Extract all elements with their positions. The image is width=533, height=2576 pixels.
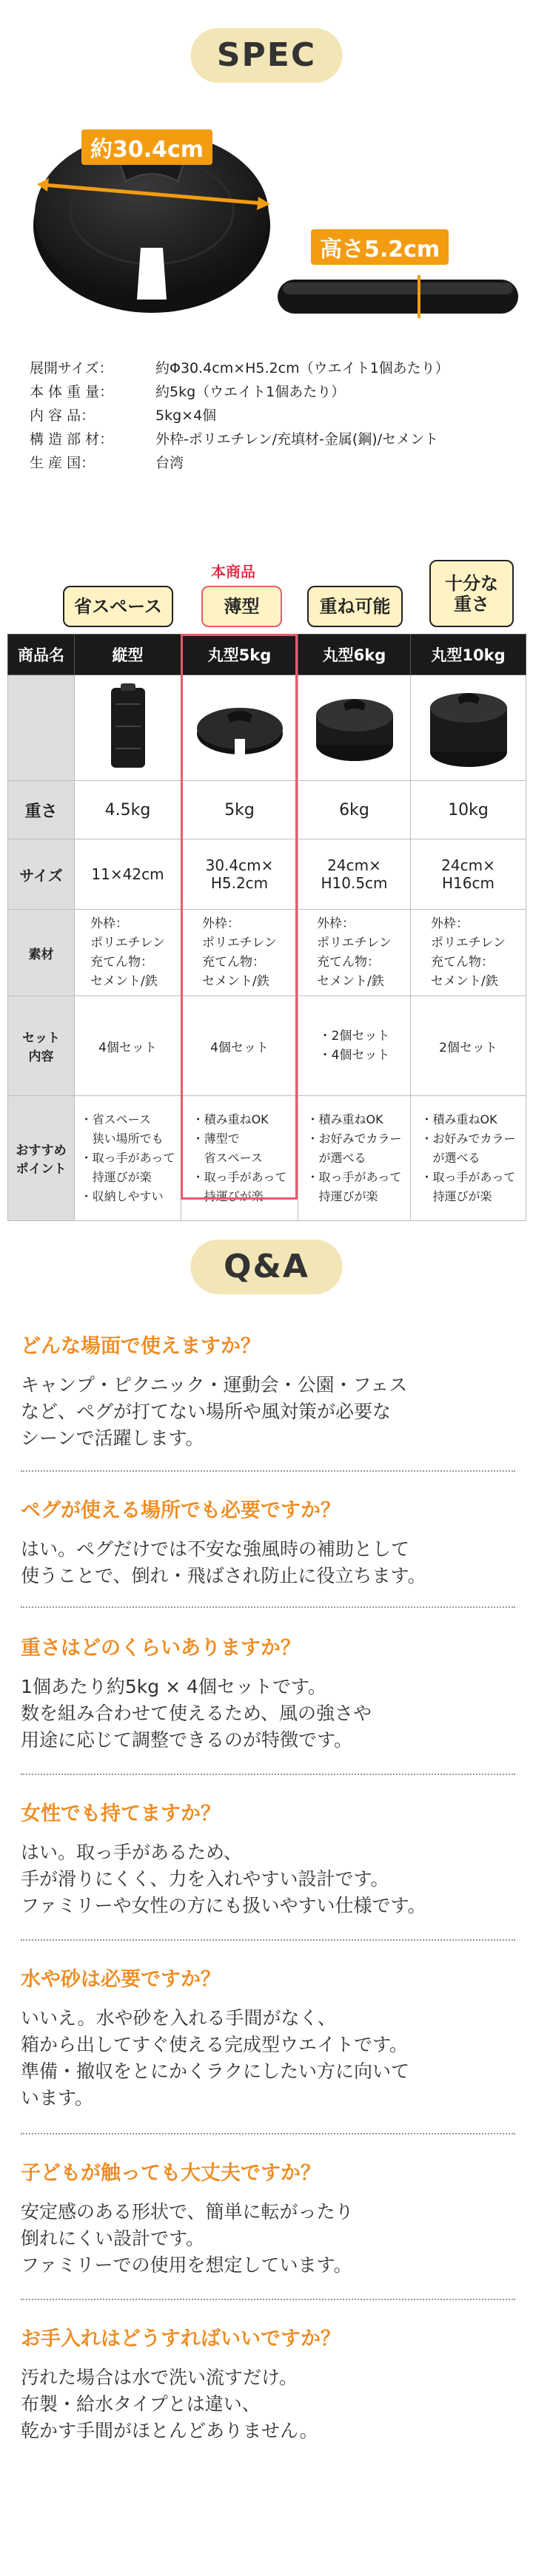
height-label: 高さ5.2cm	[311, 229, 449, 265]
header-cell: 丸型5kg	[181, 635, 298, 675]
qa-item	[21, 1797, 515, 1919]
spec-row: 生 産 国： 台湾	[30, 455, 184, 471]
qa-question: 子どもが触っても大丈夫ですか？	[21, 2162, 321, 2185]
qa-answer: 安定感のある形状で、簡単に転がったり 倒れにくい設計です。 ファミリーでの使用を想定しています。	[21, 2201, 354, 2276]
divider	[21, 1606, 515, 1608]
diameter-label: 約30.4cm	[81, 129, 212, 165]
qa-item	[21, 2157, 515, 2279]
tag-stackable: 重ね可能	[307, 586, 403, 627]
divider	[21, 1939, 515, 1941]
row-label-point: おすすめ ポイント	[8, 1096, 75, 1221]
qa-answer: はい。ペグだけでは不安な強風時の補助として 使うことで、倒れ・飛ばされ防止に役立ちます。	[21, 1538, 426, 1586]
spec-heading: SPEC	[191, 28, 343, 83]
comparison-table	[7, 556, 526, 1203]
qa-question: 重さはどのくらいありますか？	[21, 1637, 301, 1660]
spec-row: 内 容 品： 5kg×4個	[30, 408, 217, 424]
row-label-size: サイズ	[8, 839, 75, 910]
spec-list	[30, 356, 511, 475]
divider	[21, 2133, 515, 2134]
qa-item	[21, 1632, 515, 1754]
qa-question: 水や砂は必要ですか？	[21, 1968, 221, 1991]
tag-heavy: 十分な 重さ	[429, 560, 514, 627]
qa-item	[21, 1330, 515, 1452]
spec-row: 展開サイズ： 約Φ30.4cm×H5.2cm（ウエイト1個あたり）	[30, 360, 449, 376]
spec-row: 構 造 部 材： 外枠-ポリエチレン/充填材-金属(鋼)/セメント	[30, 431, 439, 447]
side-view-illustration	[274, 274, 522, 320]
divider	[21, 1774, 515, 1775]
qa-answer: 1個あたり約5kg × 4個セットです。 数を組み合わせて使えるため、風の強さや 用途に応じて調整できるのが特徴です。	[21, 1676, 372, 1751]
qa-question: 女性でも持てますか？	[21, 1802, 221, 1825]
qa-item	[21, 1963, 515, 2112]
qa-heading: Q&A	[191, 1240, 343, 1294]
round-6kg-image	[298, 675, 411, 781]
product-hero-image	[0, 100, 533, 344]
tag-thin: 薄型	[201, 586, 282, 627]
qa-item	[21, 2322, 515, 2444]
round-5kg-image	[181, 675, 298, 781]
qa-item	[21, 1494, 515, 1589]
header-cell: 丸型10kg	[411, 635, 526, 675]
qa-answer: 汚れた場合は水で洗い流すだけ。 布製・給水タイプとは違い、 乾かす手間がほとんどありません。	[21, 2367, 318, 2441]
vertical-weight-image	[75, 675, 181, 781]
divider	[21, 1470, 515, 1472]
qa-question: ペグが使える場所でも必要ですか？	[21, 1499, 341, 1522]
comparison-grid: 商品名 縦型 丸型5kg 丸型6kg 丸型10kg 重さ 4.5kg 5kg 6kg 10kg サイズ 11×42cm 30.4cm× H5.2cm 24cm× H10.5cm 24cm× H16cm 素材 外枠： ポリエチレン 充てん物： セメント/鉄 外枠： ポリエチレン 充てん物： セメント/鉄 外枠： ポリエチレン 充てん物： セメント/鉄 外枠： ポリエチレン 充てん物： セメント/鉄 セット 内容 4個セット 4個セット ・2個セット ・4個セット 2個セット おすすめ ポイント ・省スペース 狭い場所でも ・取っ手があって 持運びが楽 ・収納しやすい ・積み重ねOK ・薄型で 省スペース ・取っ手があって 持運びが楽 ・積み重ねOK ・お好みでカラー が選べる ・取っ手があって 持運びが楽 ・積み重ねOK ・お好みでカラー が選べる ・取っ手があって 持運びが楽	[7, 634, 526, 1221]
header-cell: 丸型6kg	[298, 635, 411, 675]
featured-label: 本商品	[211, 563, 255, 581]
row-label-weight: 重さ	[8, 781, 75, 839]
qa-answer: はい。取っ手があるため、 手が滑りにくく、力を入れやすい設計です。 ファミリーや女性の方にも扱いやすい仕様です。	[21, 1842, 426, 1916]
tag-space-saving: 省スペース	[63, 586, 173, 627]
header-cell: 縦型	[75, 635, 181, 675]
qa-question: どんな場面で使えますか？	[21, 1335, 261, 1358]
header-cell: 商品名	[8, 635, 75, 675]
qa-answer: キャンプ・ピクニック・運動会・公園・フェス など、ペグが打てない場所や風対策が必要な シーンで活躍します。	[21, 1374, 408, 1449]
row-label-set: セット 内容	[8, 996, 75, 1096]
divider	[21, 2299, 515, 2300]
qa-answer: いいえ。水や砂を入れる手間がなく、 箱から出してすぐ使える完成型ウエイトです。 準備・撤収をとにかくラクにしたい方に向いて います。	[21, 2007, 410, 2109]
qa-question: お手入れはどうすればいいですか？	[21, 2327, 341, 2350]
row-label-material: 素材	[8, 910, 75, 996]
round-10kg-image	[411, 675, 526, 781]
spec-row: 本 体 重 量： 約5kg（ウエイト1個あたり）	[30, 384, 346, 400]
